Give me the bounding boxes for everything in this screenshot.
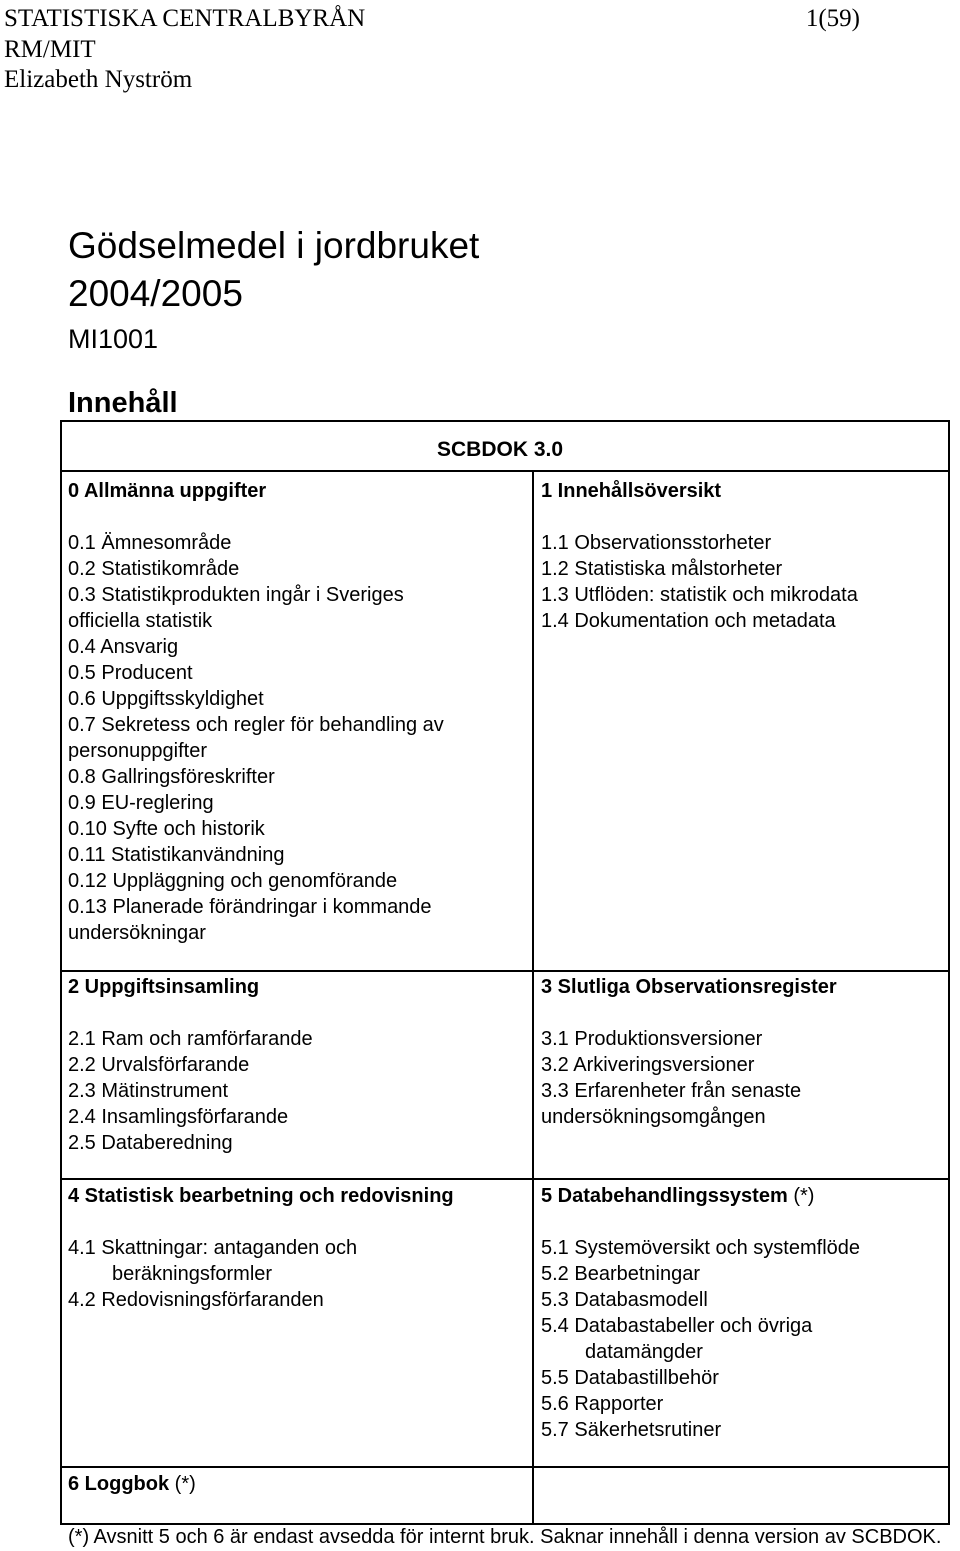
toc-divider-row-2 (60, 970, 950, 972)
toc-item[interactable]: 0.8 Gallringsföreskrifter (68, 766, 275, 788)
toc-section-1 (541, 478, 941, 634)
section-heading-wrap (541, 1183, 941, 1209)
toc-item[interactable]: 0.4 Ansvarig (68, 636, 179, 658)
toc-divider-row-3 (60, 1178, 950, 1180)
toc-section-4 (68, 1183, 528, 1313)
header-author: Elizabeth Nyström (4, 66, 193, 93)
toc-item[interactable]: 2.1 Ram och ramförfarande (68, 1028, 313, 1050)
toc-divider-row-4 (60, 1466, 950, 1468)
toc-item[interactable]: 2.4 Insamlingsförfarande (68, 1106, 289, 1128)
toc-item[interactable]: 0.2 Statistikområde (68, 558, 240, 580)
toc-item[interactable]: 0.12 Uppläggning och genomförande (68, 870, 398, 892)
product-code: MI1001 (68, 324, 159, 354)
section-heading[interactable]: 4 Statistisk bearbetning och redovisning (68, 1185, 454, 1207)
toc-heading: Innehåll (68, 387, 178, 419)
internal-marker: (*) (174, 1473, 196, 1495)
header-unit: RM/MIT (4, 36, 96, 63)
header-organization: STATISTISKA CENTRALBYRÅN (4, 5, 366, 32)
toc-item[interactable]: 0.9 EU-reglering (68, 792, 214, 814)
toc-divider-column (532, 470, 534, 1524)
toc-item[interactable]: 5.7 Säkerhetsrutiner (541, 1419, 722, 1441)
footnote: (*) Avsnitt 5 och 6 är endast avsedda för internt bruk. Saknar innehåll i denna version av SCBDOK. (68, 1526, 942, 1548)
toc-item[interactable]: 5.3 Databasmodell (541, 1289, 708, 1311)
section-heading[interactable]: 1 Innehållsöversikt (541, 480, 722, 502)
toc-item[interactable]: 0.11 Statistikanvändning (68, 844, 285, 866)
toc-item[interactable]: 0.5 Producent (68, 662, 193, 684)
toc-item[interactable]: 0.10 Syfte och historik (68, 818, 265, 840)
toc-item[interactable]: 1.1 Observationsstorheter (541, 532, 772, 554)
toc-item[interactable]: 0.13 Planerade förändringar i kommande undersökningar (68, 896, 432, 944)
page-number: 1(59) (805, 5, 860, 32)
toc-item[interactable]: 3.3 Erfarenheter från senaste undersökningsomgången (541, 1080, 802, 1128)
internal-marker: (*) (793, 1185, 815, 1207)
toc-item[interactable]: 0.3 Statistikprodukten ingår i Sveriges officiella statistik (68, 584, 404, 632)
toc-item[interactable]: 0.6 Uppgiftsskyldighet (68, 688, 264, 710)
section-heading[interactable]: 6 Loggbok (68, 1473, 170, 1495)
scbdok-version: SCBDOK 3.0 (437, 438, 564, 461)
toc-item[interactable]: 5.1 Systemöversikt och systemflöde (541, 1237, 861, 1259)
toc-item[interactable]: 5.5 Databastillbehör (541, 1367, 719, 1389)
title-line-1: Gödselmedel i jordbruket (68, 225, 480, 266)
toc-item[interactable]: 5.2 Bearbetningar (541, 1263, 701, 1285)
section-heading[interactable]: 3 Slutliga Observationsregister (541, 976, 837, 998)
toc-item[interactable]: 1.4 Dokumentation och metadata (541, 610, 836, 632)
toc-item[interactable]: 1.3 Utflöden: statistik och mikrodata (541, 584, 858, 606)
document-title (68, 222, 479, 318)
toc-item[interactable]: 1.2 Statistiska målstorheter (541, 558, 783, 580)
toc-item[interactable]: 0.7 Sekretess och regler för behandling av personuppgifter (68, 714, 444, 762)
toc-item[interactable]: 4.2 Redovisningsförfaranden (68, 1289, 324, 1311)
toc-item[interactable]: 3.2 Arkiveringsversioner (541, 1054, 755, 1076)
toc-item[interactable]: 0.1 Ämnesområde (68, 532, 232, 554)
toc-item[interactable]: 2.2 Urvalsförfarande (68, 1054, 250, 1076)
toc-item[interactable]: 3.1 Produktionsversioner (541, 1028, 763, 1050)
section-heading[interactable]: 5 Databehandlingssystem (541, 1185, 788, 1207)
toc-section-6 (68, 1471, 523, 1523)
section-heading[interactable]: 2 Uppgiftsinsamling (68, 976, 260, 998)
toc-divider-row-1 (60, 470, 950, 472)
toc-section-2 (68, 974, 523, 1156)
toc-section-3 (541, 974, 941, 1130)
toc-item[interactable]: 2.5 Databeredning (68, 1132, 233, 1154)
toc-item[interactable]: 2.3 Mätinstrument (68, 1080, 229, 1102)
section-heading-wrap (68, 1471, 523, 1497)
toc-section-0 (68, 478, 523, 946)
title-line-2: 2004/2005 (68, 273, 243, 314)
toc-section-5 (541, 1183, 941, 1443)
section-heading[interactable]: 0 Allmänna uppgifter (68, 480, 267, 502)
toc-item[interactable]: 4.1 Skattningar: antaganden och beräkningsformler (68, 1237, 358, 1285)
toc-item[interactable]: 5.4 Databastabeller och övriga datamängder (541, 1315, 813, 1363)
toc-item[interactable]: 5.6 Rapporter (541, 1393, 664, 1415)
